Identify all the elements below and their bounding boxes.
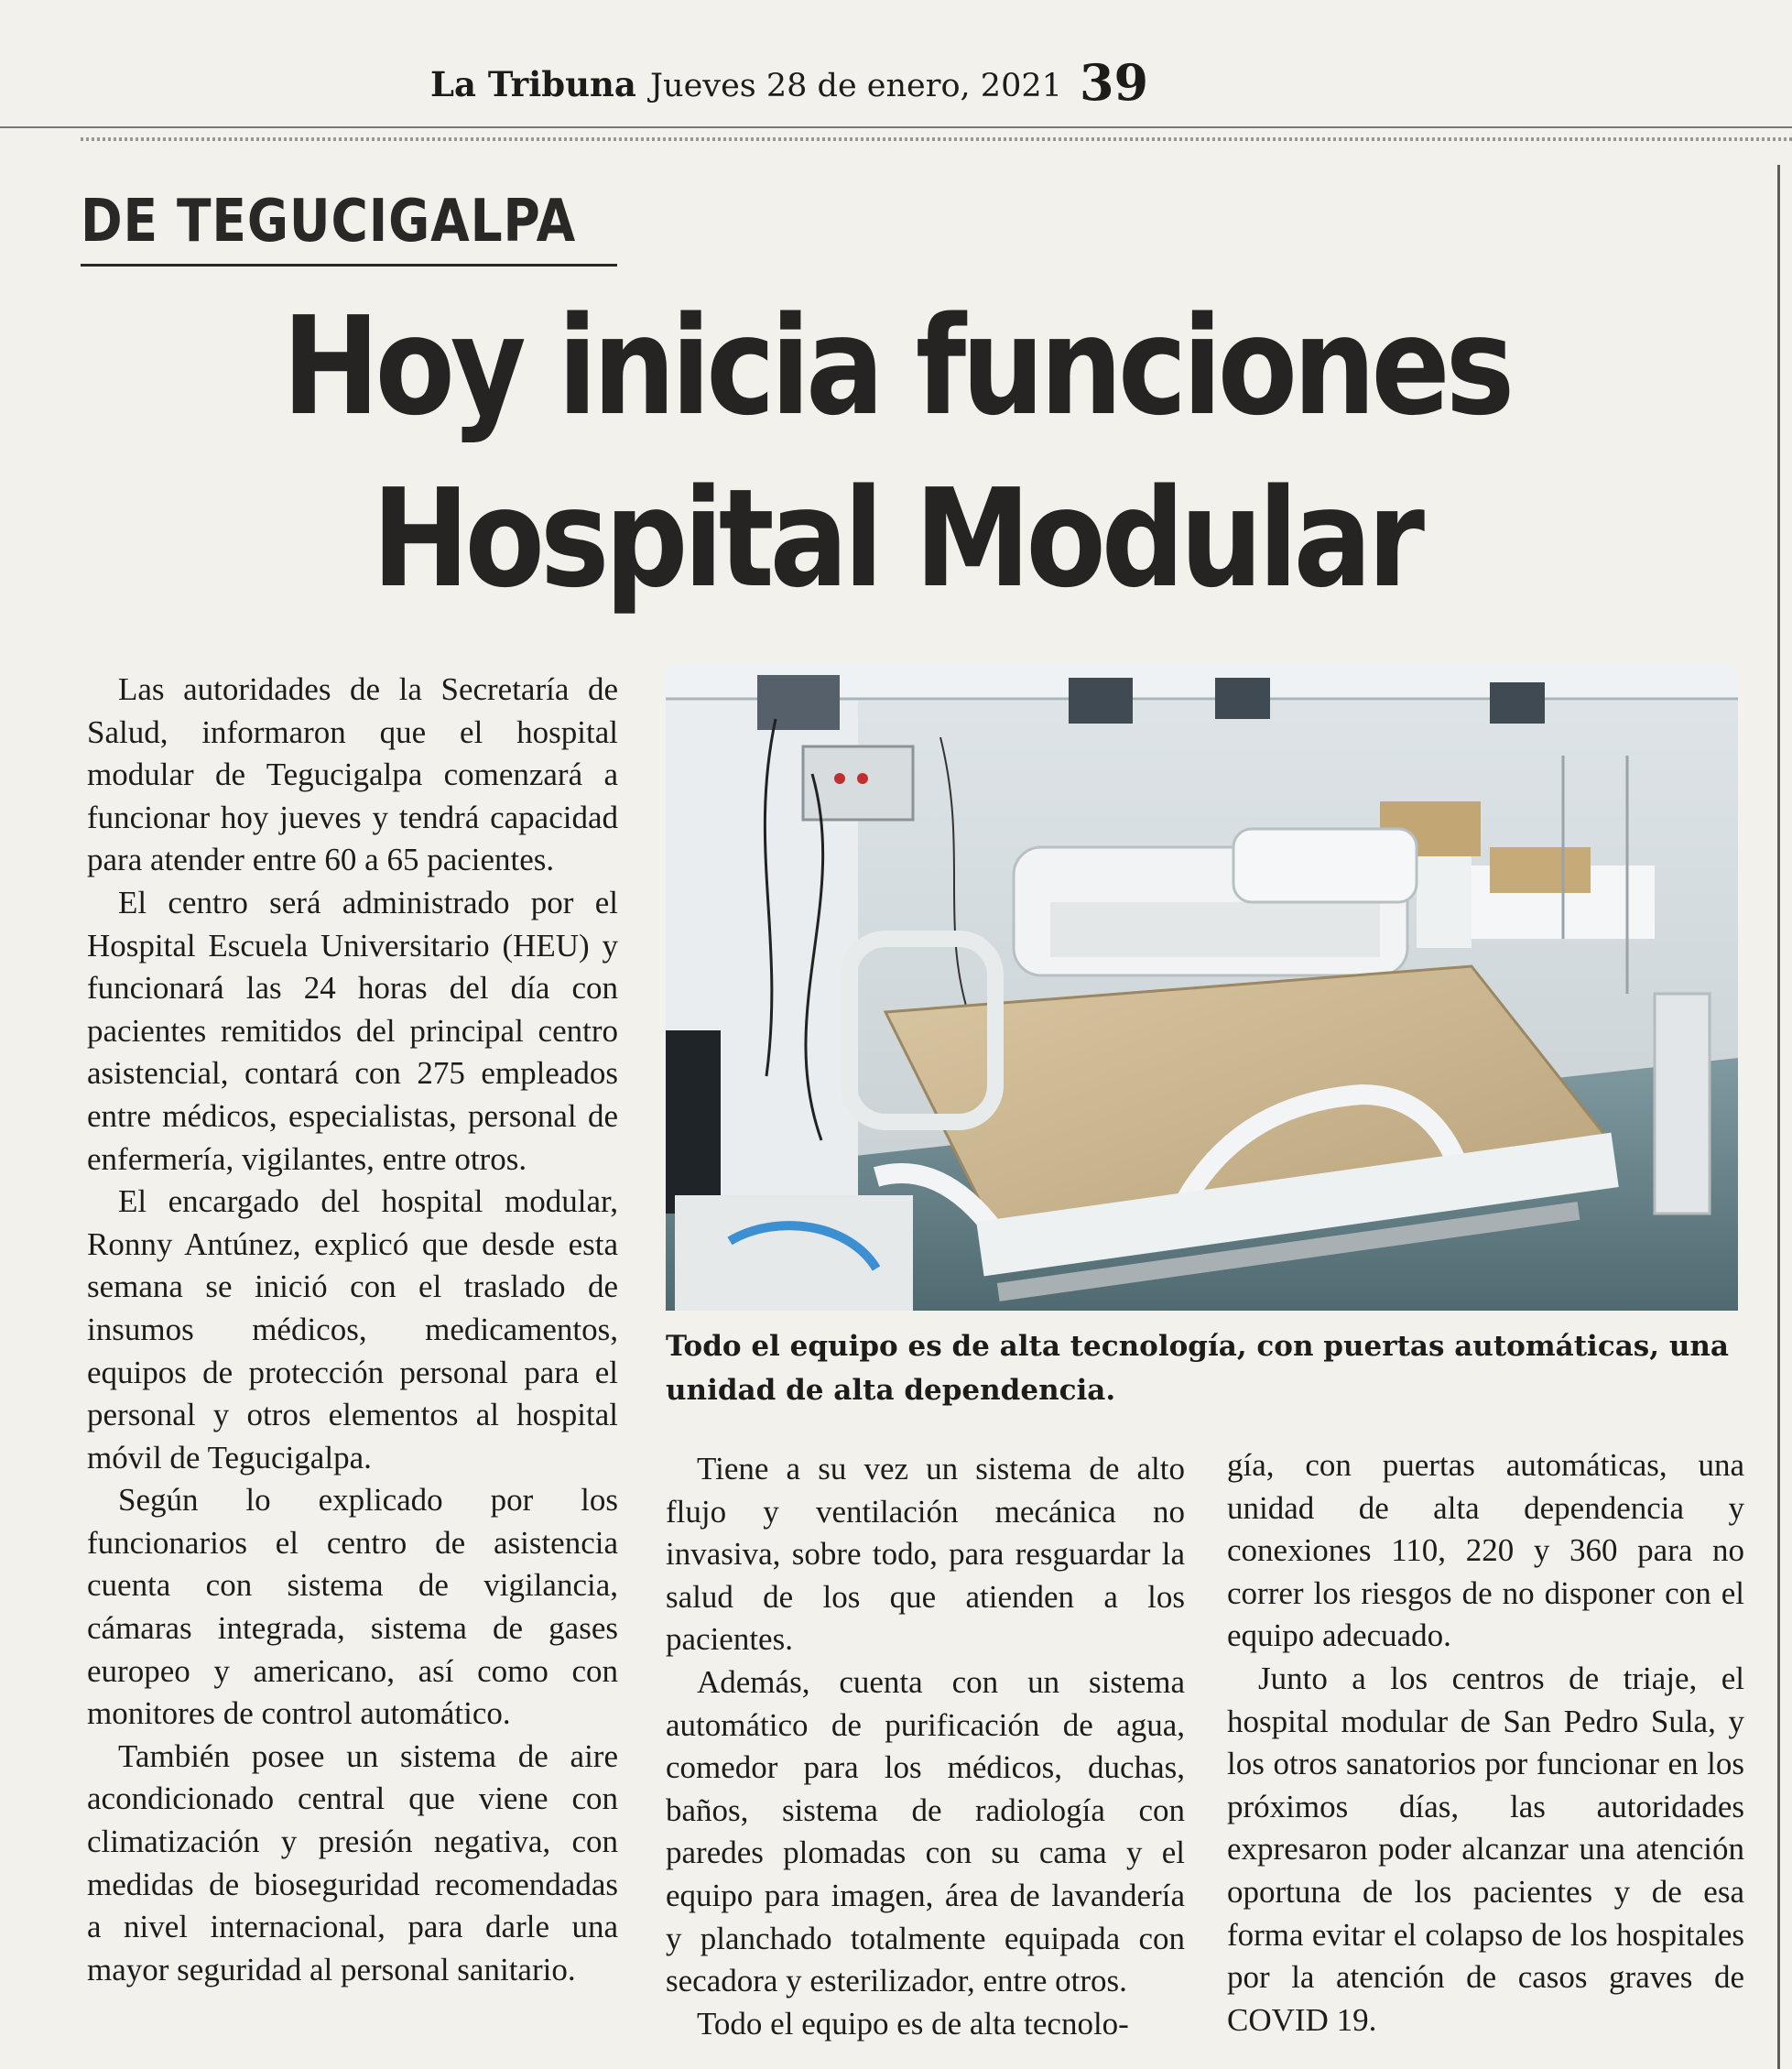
article-column-3 [1227,1444,1744,2040]
paragraph: Según lo explicado por los funcionarios el centro de asistencia cuenta con sistema de vigilancia, cámaras integrada, sistema de gases europeo y americano, así como con monitores de control automático. [87,1482,618,1732]
article-column-2 [666,1448,1185,2043]
kicker-underline [81,264,617,267]
column-divider-right [1777,165,1780,2069]
photo-caption: Todo el equipo es de alta tecnología, con puertas automáticas, una unidad de alta dependencia. [666,1330,1729,1407]
masthead [430,53,1149,117]
article-column-1 [87,669,618,2061]
paragraph: El centro será administrado por el Hospital Escuela Universitario (HEU) y funcionará las 24 horas del día con pacientes remitidos del principal centro asistencial, contará con 275 empleados entre médicos, especialistas, personal de enfermería, vigilantes, entre otros. [87,884,618,1177]
issue-date: Jueves 28 de enero, 2021 [650,68,1062,104]
paragraph: Todo el equipo es de alta tecnolo- [697,2005,1129,2042]
paper-name: La Tribuna [430,64,636,104]
headline-text-2: Hospital Modular [372,460,1420,617]
paragraph: Tiene a su vez un sistema de alto flujo y ventilación mecánica no invasiva, sobre todo, para resguardar la salud de los que atienden a los pacientes. [666,1451,1185,1658]
kicker: DE TEGUCIGALPA [81,188,577,256]
hospital-beds-photo-icon [666,664,1738,1311]
paragraph: Las autoridades de la Secretaría de Salud, informaron que el hospital modular de Tegucigalpa comenzará a funcionar hoy jueves y tendrá capacidad para atender entre 60 a 65 pacientes. [87,671,618,878]
headline-text-1: Hoy inicia funciones [281,288,1511,445]
paragraph: También posee un sistema de aire acondicionado central que viene con climatización y presión negativa, con medidas de bioseguridad recomendadas a nivel internacional, para darle una mayor seguridad al personal sanitario. [87,1737,618,1987]
paragraph: El encargado del hospital modular, Ronny Antúnez, explicó que desde esta semana se inició con el traslado de insumos médicos, medicamentos, equipos de protección personal para el personal y otros elementos al hospital móvil de Tegucigalpa. [87,1183,618,1476]
paragraph: Además, cuenta con un sistema automático de purificación de agua, comedor para los médicos, duchas, baños, sistema de radiología con paredes plomadas con su cama y el equipo para imagen, área de lavandería y planchado totalmente equipada con secadora y esterilizador, entre otros. [666,1663,1185,1999]
article-photo [666,664,1738,1311]
paragraph-continued: gía, con puertas automáticas, una unidad de alta dependencia y conexiones 110, 220 y 360 para no correr los riesgos de no disponer con el equipo adecuado. [1227,1447,1744,1654]
headline-line-1 [0,288,1792,445]
header-rule [0,126,1792,128]
header-dotted-rule [81,137,1792,141]
page-number: 39 [1079,53,1149,112]
paragraph: Junto a los centros de triaje, el hospital modular de San Pedro Sula, y los otros sanatorios por funcionar en los próximos días, las autoridades expresaron poder alcanzar una atención oportuna de los pacientes y de esa forma evitar el colapso de los hospitales por la atención de casos graves de COVID 19. [1227,1660,1744,2038]
headline-line-2 [0,460,1792,617]
